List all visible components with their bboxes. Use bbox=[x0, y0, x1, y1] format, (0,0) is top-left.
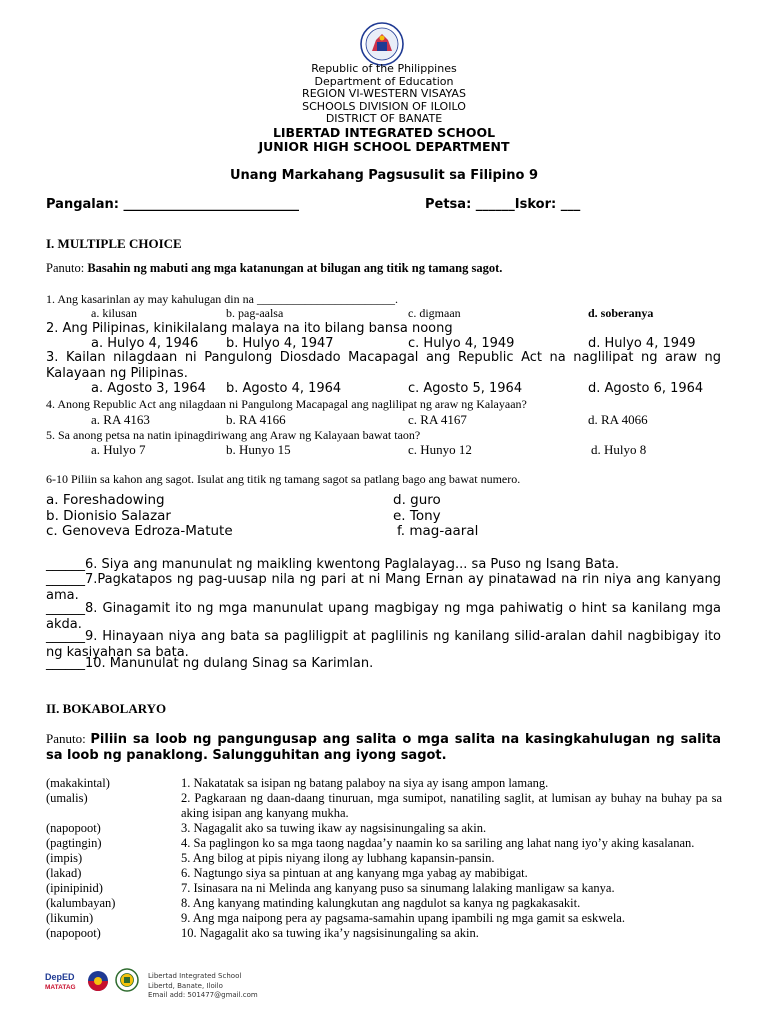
question-1: 1. Ang kasarinlan ay may kahulugan din na _______________________. bbox=[46, 292, 398, 306]
option[interactable]: b. pag-aalsa bbox=[226, 306, 284, 320]
vocab-row bbox=[46, 821, 722, 836]
vocab-row bbox=[46, 866, 722, 881]
vocab-sentence[interactable]: 6. Nagtungo siya sa pintuan at ang kanyang mga yabag ay mabibigat. bbox=[181, 866, 528, 880]
vocab-row bbox=[46, 776, 722, 791]
vocab-word: (napopoot) bbox=[46, 926, 101, 940]
header-line: REGION VI-WESTERN VISAYAS bbox=[302, 87, 466, 100]
name-field[interactable]: Pangalan: ___________________________ bbox=[46, 197, 299, 212]
vocab-row bbox=[46, 896, 722, 911]
deped-matatag-logo bbox=[44, 970, 80, 992]
matching-item[interactable]: ______6. Siya ang manunulat ng maikling kwentong Paglalayag... sa Puso ng Isang Bata. bbox=[46, 557, 620, 572]
svg-text:DepED: DepED bbox=[45, 972, 75, 982]
vocab-row bbox=[46, 911, 722, 926]
vocab-word: (impis) bbox=[46, 851, 83, 865]
footer-line: Libertad Integrated School bbox=[148, 972, 242, 980]
vocab-word: (kalumbayan) bbox=[46, 896, 116, 910]
header-line: DISTRICT OF BANATE bbox=[325, 112, 443, 125]
option[interactable]: a. Agosto 3, 1964 bbox=[91, 381, 206, 396]
vocab-word: (napopoot) bbox=[46, 821, 101, 835]
header-line: Department of Education bbox=[314, 74, 454, 88]
option[interactable]: a. RA 4163 bbox=[91, 412, 150, 427]
option[interactable]: a. kilusan bbox=[91, 306, 137, 320]
vocab-row bbox=[46, 836, 722, 851]
choice: d. guro bbox=[393, 492, 441, 508]
matching-item[interactable]: ______7.Pagkatapos ng pag-uusap nila ng pari at ni Mang Ernan ay pinatawad na rin niya ang kanyang ama. bbox=[46, 572, 721, 603]
vocab-word: (makakintal) bbox=[46, 776, 110, 790]
matching-instructions: 6-10 Piliin sa kahon ang sagot. Isulat ang titik ng tamang sagot sa patlang bago ang bawat numero. bbox=[46, 472, 521, 486]
question-3: 3. Kailan nilagdaan ni Pangulong Diosdado Macapagal ang Republic Act na naglilipat ng araw ng Kalayaan ng Pilipinas. bbox=[46, 350, 721, 381]
vocab-word: (ipinipinid) bbox=[46, 881, 103, 895]
vocab-sentence[interactable]: 4. Sa paglingon ko sa mga taong nagdaa’y naamin ko sa sariling ang lahat nang iyo’y aking kasalanan. bbox=[181, 836, 695, 850]
vocab-row bbox=[46, 791, 722, 821]
instr-label: Panuto: bbox=[46, 261, 88, 275]
vocab-sentence[interactable]: 3. Nagagalit ako sa tuwing ikaw ay nagsisinungaling sa akin. bbox=[181, 821, 487, 835]
vocab-word: (pagtingin) bbox=[46, 836, 102, 850]
choices-right bbox=[393, 493, 478, 540]
matching-item[interactable]: ______9. Hinayaan niya ang bata sa pagliligpit at paglilinis ng kanilang silid-aralan dahil nagbibigay ito ng kasiyahan sa bata. bbox=[46, 629, 721, 660]
vocab-word: (likumin) bbox=[46, 911, 94, 925]
option[interactable]: c. Hunyo 12 bbox=[408, 442, 472, 457]
section1-instructions bbox=[46, 261, 502, 276]
matching-item[interactable]: ______8. Ginagamit ito ng mga manunulat upang magbigay ng mga pahiwatig o hint sa kanilang mga akda. bbox=[46, 601, 721, 632]
footer-line: Email add: 501477@gmail.com bbox=[148, 991, 258, 999]
footer-contact bbox=[148, 972, 258, 1001]
choice: a. Foreshadowing bbox=[46, 492, 165, 508]
option[interactable]: b. Hulyo 4, 1947 bbox=[226, 336, 334, 351]
date-score-field[interactable]: Petsa: ______Iskor: ___ bbox=[425, 197, 581, 212]
option[interactable]: c. digmaan bbox=[408, 306, 461, 320]
vocab-word: (lakad) bbox=[46, 866, 82, 880]
school-name: LIBERTAD INTEGRATED SCHOOL bbox=[272, 125, 496, 140]
bagong-pilipinas-logo bbox=[84, 970, 112, 992]
header-line: Republic of the Philippines bbox=[311, 62, 457, 75]
question-4: 4. Anong Republic Act ang nilagdaan ni Pangulong Macapagal ang naglilipat ng araw ng Kalayaan? bbox=[46, 397, 527, 411]
section2-title: II. BOKABOLARYO bbox=[46, 701, 167, 716]
option[interactable]: a. Hulyo 4, 1946 bbox=[91, 336, 199, 351]
header-line: SCHOOLS DIVISION OF ILOILO bbox=[302, 99, 466, 113]
option[interactable]: c. RA 4167 bbox=[408, 412, 467, 427]
vocab-row bbox=[46, 851, 722, 866]
vocab-row bbox=[46, 881, 722, 896]
option[interactable]: d. RA 4066 bbox=[588, 412, 648, 427]
exam-title: Unang Markahang Pagsusulit sa Filipino 9 bbox=[229, 168, 539, 183]
matching-item[interactable]: ______10. Manunulat ng dulang Sinag sa Karimlan. bbox=[46, 656, 374, 671]
vocab-sentence[interactable]: 1. Nakatatak sa isipan ng batang palaboy na siya ay isang ampon lamang. bbox=[181, 776, 549, 790]
vocab-sentence[interactable]: 8. Ang kanyang matinding kalungkutan ang nagdulot sa kanya ng pagkakasakit. bbox=[181, 896, 581, 910]
department-name: JUNIOR HIGH SCHOOL DEPARTMENT bbox=[258, 139, 510, 154]
option[interactable]: d. Hulyo 4, 1949 bbox=[588, 336, 696, 351]
option[interactable]: b. Hunyo 15 bbox=[226, 442, 291, 457]
vocab-sentence[interactable]: 7. Isinasara na ni Melinda ang kanyang puso sa sinumang lalaking manligaw sa kanya. bbox=[181, 881, 615, 895]
vocab-row bbox=[46, 926, 722, 941]
school-seal-logo bbox=[115, 968, 139, 992]
vocab-sentence[interactable]: 9. Ang mga naipong pera ay pagsama-samahin upang ipambili ng mga gamit sa eskwela. bbox=[181, 911, 625, 925]
option[interactable]: d. Agosto 6, 1964 bbox=[588, 381, 704, 396]
instr-text: Piliin sa loob ng pangungusap ang salita o mga salita na kasingkahulugan ng salita sa loob ng panaklong. Salungguhitan ang iyong sagot. bbox=[46, 732, 721, 763]
choice: f. mag-aaral bbox=[397, 523, 479, 539]
choices-left bbox=[46, 493, 233, 540]
option[interactable]: c. Hulyo 4, 1949 bbox=[408, 336, 515, 351]
instr-text: Basahin ng mabuti ang mga katanungan at bilugan ang titik ng tamang sagot. bbox=[87, 261, 503, 275]
question-5: 5. Sa anong petsa na natin ipinagdiriwang ang Araw ng Kalayaan bawat taon? bbox=[46, 428, 421, 442]
instr-label: Panuto: bbox=[46, 731, 91, 746]
footer-line: Libertd, Banate, Iloilo bbox=[148, 981, 223, 990]
option[interactable]: c. Agosto 5, 1964 bbox=[408, 381, 523, 396]
svg-text:MATATAG: MATATAG bbox=[45, 984, 76, 991]
deped-seal-logo bbox=[358, 22, 406, 66]
vocab-sentence[interactable]: 5. Ang bilog at pipis niyang ilong ay lubhang kapansin-pansin. bbox=[181, 851, 495, 865]
option[interactable]: b. RA 4166 bbox=[226, 412, 286, 427]
vocab-sentence[interactable]: 10. Nagagalit ako sa tuwing ika’y nagsisinungaling sa akin. bbox=[181, 926, 479, 940]
choice: b. Dionisio Salazar bbox=[46, 507, 171, 524]
option[interactable]: d. Hulyo 8 bbox=[591, 442, 647, 457]
option[interactable]: d. soberanya bbox=[588, 306, 654, 320]
section2-instructions bbox=[46, 731, 721, 763]
question-2: 2. Ang Pilipinas, kinikilalang malaya na ito bilang bansa noong bbox=[46, 321, 453, 336]
option[interactable]: b. Agosto 4, 1964 bbox=[226, 381, 342, 396]
section1-title: I. MULTIPLE CHOICE bbox=[46, 236, 182, 251]
option[interactable]: a. Hulyo 7 bbox=[91, 442, 146, 457]
agency-header bbox=[0, 63, 768, 126]
vocabulary-table bbox=[46, 776, 722, 941]
vocab-sentence[interactable]: 2. Pagkaraan ng daan-daang tinuruan, mga sumipot, nanatiling saglit, at lumisan ay buhay na buhay pa sa aking isipan ang kanyang mukha. bbox=[181, 791, 722, 820]
choice: e. Tony bbox=[393, 507, 441, 524]
choice: c. Genoveva Edroza-Matute bbox=[46, 523, 233, 539]
vocab-word: (umalis) bbox=[46, 791, 88, 805]
